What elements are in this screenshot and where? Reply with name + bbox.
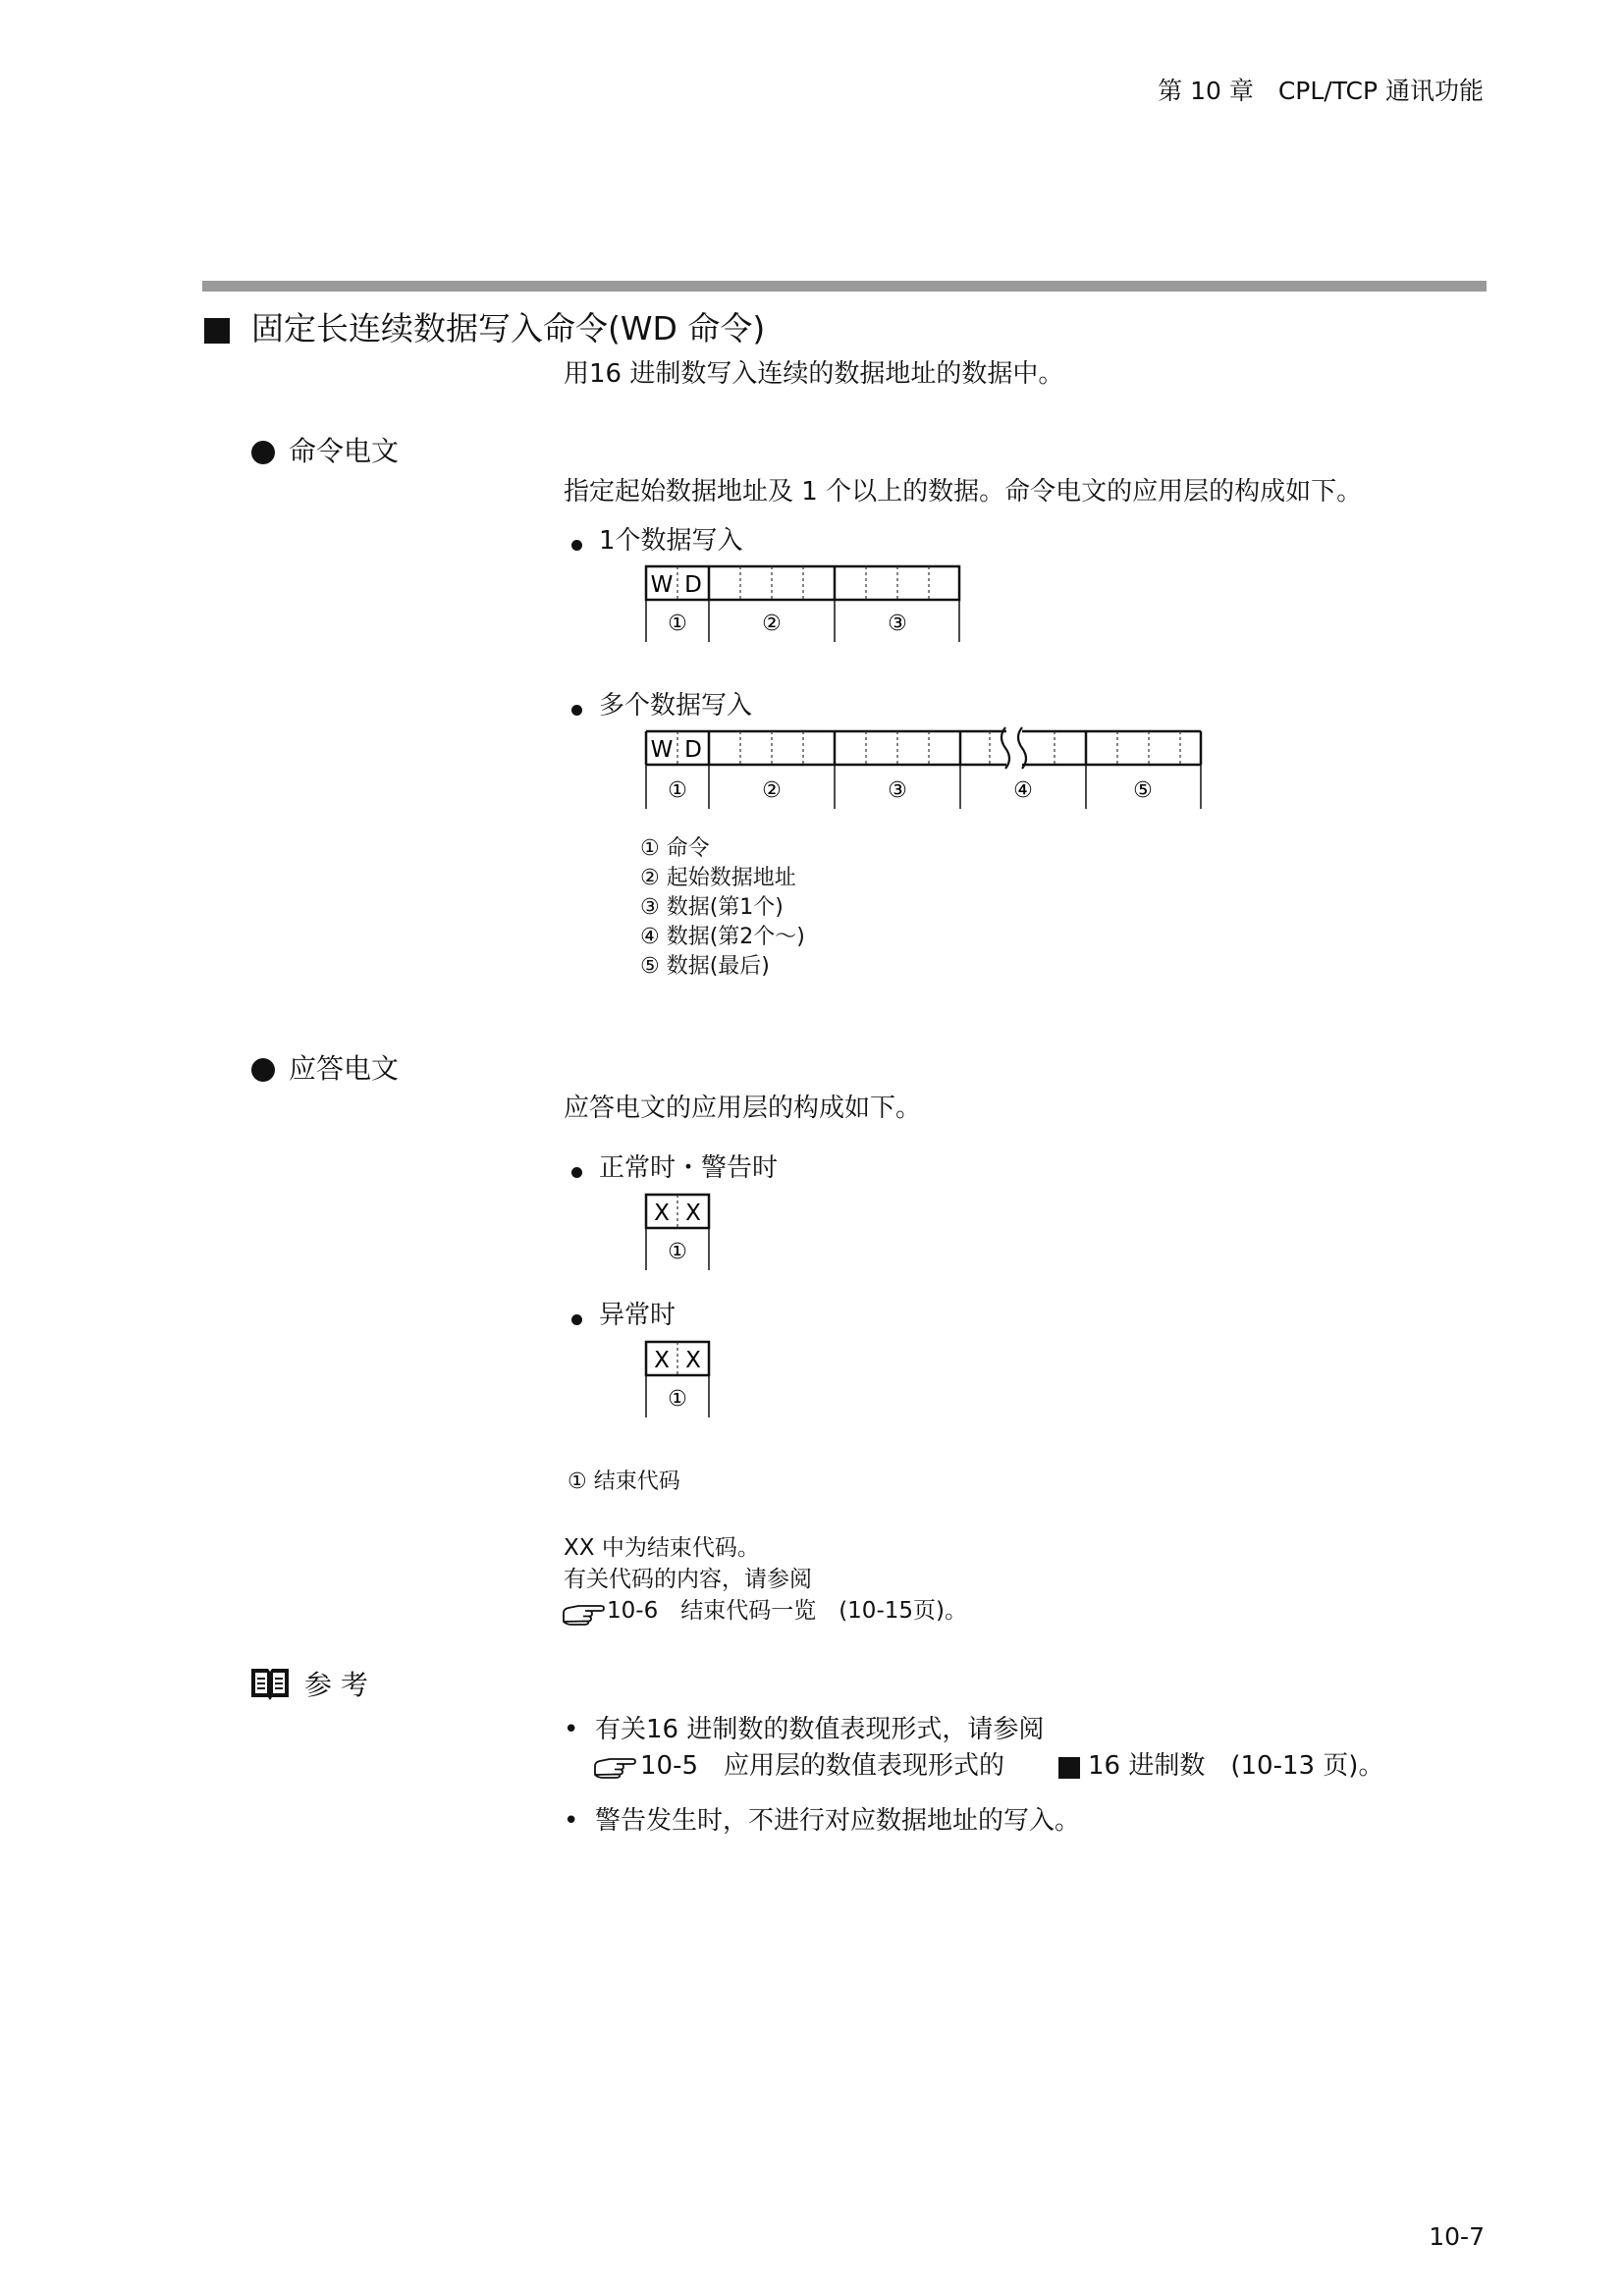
section-title: 固定长连续数据写入命令(WD 命令)	[251, 309, 766, 347]
legend-item: ① 命令	[640, 836, 710, 861]
multi-write-label: 多个数据写入	[599, 691, 753, 721]
section-intro: 用16 进制数写入连续的数据地址的数据中。	[564, 359, 1064, 389]
response-desc: 应答电文的应用层的构成如下。	[564, 1094, 922, 1123]
field-number: ②	[762, 778, 782, 803]
field-number: ①	[668, 1387, 687, 1412]
response-note-3: 10-6 结束代码一览 (10-15页)。	[607, 1598, 967, 1624]
normal-label: 正常时・警告时	[599, 1153, 779, 1183]
error-frame-diagram	[638, 1337, 727, 1423]
frame-char: X	[685, 1201, 701, 1226]
field-number: ①	[668, 612, 687, 636]
response-note-1: XX 中为结束代码。	[564, 1535, 760, 1561]
legend-item: ④ 数据(第2个～)	[640, 925, 805, 949]
bullet-icon	[251, 1058, 275, 1082]
frame-char: D	[684, 572, 702, 598]
single-write-frame-diagram	[638, 561, 972, 650]
reference-item-1: 有关16 进制数的数值表现形式，请参阅	[595, 1715, 1045, 1744]
bullet-icon: •	[564, 1806, 579, 1836]
field-number: ⑤	[1133, 778, 1153, 803]
response-heading: 应答电文	[289, 1052, 400, 1085]
field-number: ④	[1013, 778, 1033, 803]
bullet-icon	[571, 1314, 582, 1325]
field-number: ①	[668, 1240, 687, 1264]
book-icon	[249, 1665, 291, 1702]
reference-item-2: 警告发生时，不进行对应数据地址的写入。	[595, 1806, 1081, 1836]
frame-char: X	[654, 1348, 670, 1373]
legend-item: ③ 数据(第1个)	[640, 895, 784, 920]
bullet-icon: •	[564, 1715, 579, 1744]
frame-char: D	[684, 737, 702, 763]
frame-char: W	[650, 737, 674, 763]
bullet-icon	[571, 705, 582, 716]
command-desc: 指定起始数据地址及 1 个以上的数据。命令电文的应用层的构成如下。	[564, 477, 1363, 507]
field-number: ③	[888, 612, 907, 636]
multi-write-frame-diagram	[638, 726, 1208, 817]
field-number: ①	[668, 778, 687, 803]
bullet-icon	[571, 540, 582, 551]
reference-link-1a: 10-5 应用层的数值表现形式的	[640, 1751, 1005, 1781]
section-square-icon	[204, 318, 230, 344]
bullet-icon	[251, 441, 275, 464]
field-number: ③	[888, 778, 907, 803]
section-rule	[202, 281, 1487, 292]
response-legend: ① 结束代码	[568, 1469, 680, 1494]
square-icon	[1058, 1757, 1080, 1779]
pointing-hand-icon	[593, 1753, 636, 1779]
field-number: ②	[762, 612, 782, 636]
command-heading: 命令电文	[289, 435, 400, 467]
reference-heading: 参 考	[304, 1669, 368, 1701]
single-write-label: 1个数据写入	[599, 526, 743, 556]
pointing-hand-icon	[562, 1600, 605, 1626]
response-note-2: 有关代码的内容，请参阅	[564, 1567, 812, 1592]
legend-item: ⑤ 数据(最后)	[640, 954, 770, 979]
error-label: 异常时	[599, 1301, 677, 1330]
frame-char: W	[650, 572, 674, 598]
chapter-header: 第 10 章 CPL/TCP 通讯功能	[1158, 77, 1484, 105]
reference-link-1b: 16 进制数 (10-13 页)。	[1088, 1751, 1384, 1781]
normal-frame-diagram	[638, 1190, 727, 1276]
frame-char: X	[685, 1348, 701, 1373]
bullet-icon	[571, 1167, 582, 1178]
legend-item: ② 起始数据地址	[640, 866, 796, 890]
frame-char: X	[654, 1201, 670, 1226]
page-number: 10-7	[1429, 2222, 1485, 2251]
